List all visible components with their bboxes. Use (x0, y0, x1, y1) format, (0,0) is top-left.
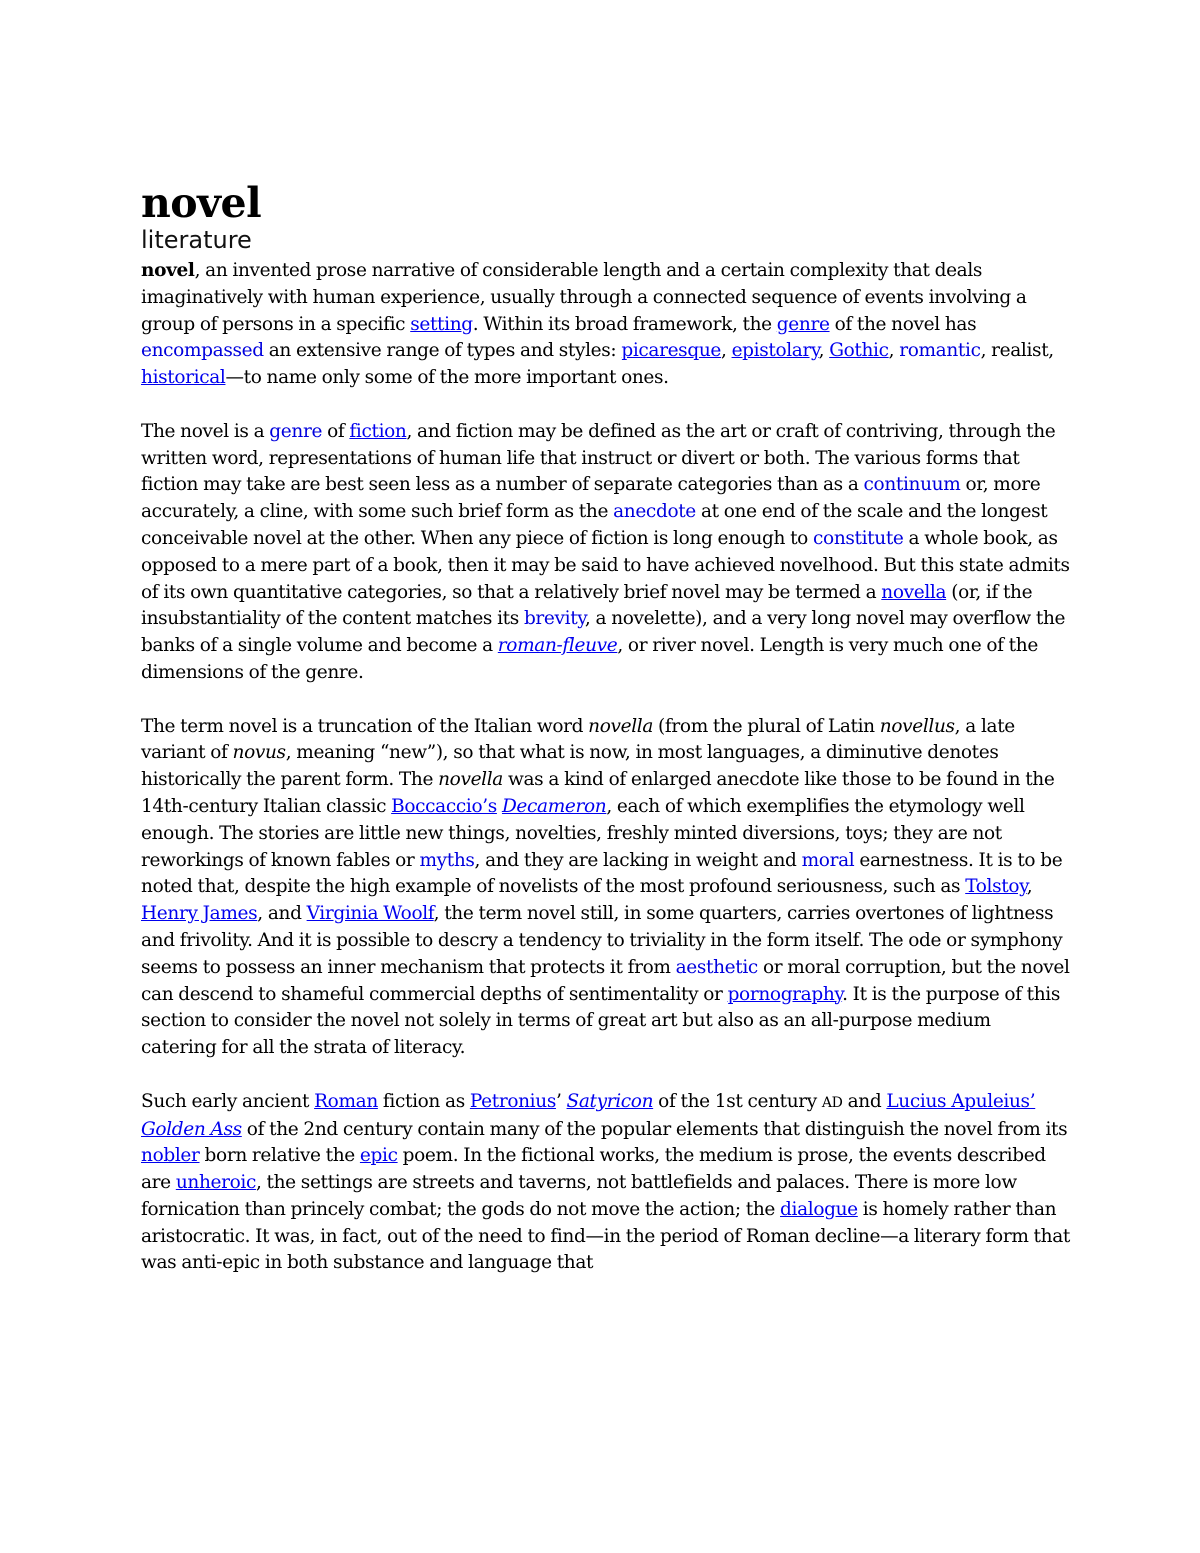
article (141, 180, 1071, 1304)
link-historical[interactable]: historical (141, 367, 226, 389)
link-epic[interactable]: epic (359, 1145, 398, 1167)
link-roman-fleuve[interactable]: roman-fleuve (497, 635, 618, 657)
link-setting[interactable]: setting (410, 313, 473, 335)
lead-term: novel (141, 260, 195, 281)
link-anecdote[interactable]: anecdote (613, 501, 696, 523)
link-myths[interactable]: myths (419, 849, 475, 871)
link-moral[interactable]: moral (801, 849, 855, 871)
link-satyricon[interactable]: Satyricon (566, 1090, 654, 1112)
link-henry-james[interactable]: Henry James (141, 903, 258, 925)
link-tolstoy[interactable]: Tolstoy (965, 876, 1027, 898)
page-subtitle: literature (141, 226, 252, 254)
paragraph-1: novel, an invented prose narrative of considerable length and a certain complexity that deals imaginatively with human experience, usually through a connected sequence of events involving a group of persons in a specific setting. Within its broad framework, the genre of the novel has encompassed an extensive range of types and styles: picaresque, epistolary, Gothic, romantic, realist, historical—to name only some of the more important ones. (141, 260, 1054, 389)
link-brevity[interactable]: brevity (523, 608, 585, 630)
link-roman[interactable]: Roman (314, 1090, 378, 1112)
link-unheroic[interactable]: unheroic (175, 1172, 256, 1194)
paragraph-3: The term novel is a truncation of the Italian word novella (from the plural of Latin novellus, a late variant of novus, meaning “new”), so that what is now, in most languages, a diminutive denotes historically the parent form. The novella was a kind of enlarged anecdote like those to be found in the 14th-century Italian classic Boccaccio’s Decameron, each of which exemplifies the etymology well enough. The stories are little new things, novelties, freshly minted diversions, toys; they are not reworkings of known fables or myths, and they are lacking in weight and moral earnestness. It is to be noted that, despite the high example of novelists of the most profound seriousness, such as Tolstoy, Henry James, and Virginia Woolf, the term novel still, in some quarters, carries overtones of lightness and frivolity. And it is possible to descry a tendency to triviality in the form itself. The ode or symphony seems to possess an inner mechanism that protects it from aesthetic or moral corruption, but the novel can descend to shameful commercial depths of sentimentality or pornography. It is the purpose of this section to consider the novel not solely in terms of great art but also as an all-purpose medium catering for all the strata of literacy. (141, 715, 1070, 1059)
link-romantic[interactable]: romantic (899, 340, 981, 362)
link-pornography[interactable]: pornography (727, 983, 843, 1005)
link-continuum[interactable]: continuum (863, 474, 961, 496)
link-constitute[interactable]: constitute (813, 527, 904, 549)
link-decameron[interactable]: Decameron (501, 795, 607, 817)
link-picaresque[interactable]: picaresque (621, 340, 721, 362)
link-gothic[interactable]: Gothic (829, 340, 889, 362)
link-epistolary[interactable]: epistolary (731, 340, 819, 362)
link-genre-2[interactable]: genre (269, 420, 323, 442)
link-boccaccio[interactable]: Boccaccio’s (391, 795, 497, 817)
link-petronius[interactable]: Petronius (469, 1090, 556, 1112)
link-novella[interactable]: novella (881, 581, 947, 603)
link-aesthetic[interactable]: aesthetic (675, 956, 758, 978)
link-genre[interactable]: genre (776, 313, 830, 335)
link-fiction[interactable]: fiction (349, 420, 407, 442)
link-nobler[interactable]: nobler (141, 1145, 200, 1167)
page-title: novel (141, 179, 262, 227)
link-encompassed[interactable]: encompassed (141, 340, 264, 362)
link-virginia-woolf[interactable]: Virginia Woolf (306, 903, 434, 925)
paragraph-2: The novel is a genre of fiction, and fiction may be defined as the art or craft of contriving, through the written word, representations of human life that instruct or divert or both. The various forms that fiction may take are best seen less as a number of separate categories than as a continuum or, more accurately, a cline, with some such brief form as the anecdote at one end of the scale and the longest conceivable novel at the other. When any piece of fiction is long enough to constitute a whole book, as opposed to a mere part of a book, then it may be said to have achieved novelhood. But this state admits of its own quantitative categories, so that a relatively brief novel may be termed a novella (or, if the insubstantiality of the content matches its brevity, a novelette), and a very long novel may overflow the banks of a single volume and become a roman-fleuve, or river novel. Length is very much one of the dimensions of the genre. (141, 420, 1070, 683)
link-golden-ass[interactable]: Golden Ass (141, 1118, 242, 1140)
link-dialogue[interactable]: dialogue (780, 1198, 858, 1220)
link-lucius-apuleius[interactable]: Lucius Apuleius’ (886, 1090, 1036, 1112)
paragraph-4: Such early ancient Roman fiction as Petronius’ Satyricon of the 1st century AD and Lucius Apuleius’ Golden Ass of the 2nd century contain many of the popular elements that distinguish the novel from its nobler born relative the epic poem. In the fictional works, the medium is prose, the events described are unheroic, the settings are streets and taverns, not battlefields and palaces. There is more low fornication than princely combat; the gods do not move the action; the dialogue is homely rather than aristocratic. It was, in fact, out of the need to find—in the period of Roman decline—a literary form that was anti-epic in both substance and language that (141, 1090, 1070, 1274)
era-abbreviation: AD (821, 1094, 843, 1111)
